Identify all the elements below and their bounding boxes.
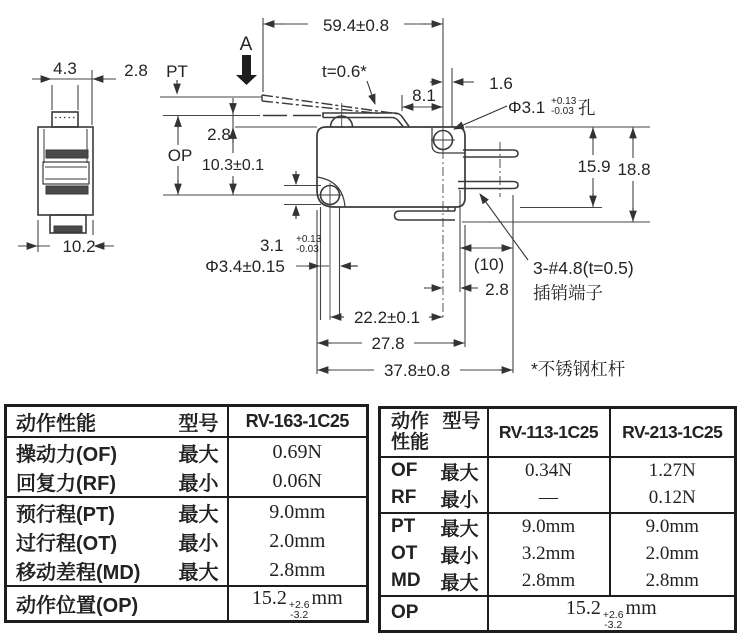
mounting-hole-top-right	[431, 128, 455, 152]
spec-table-left	[4, 404, 369, 623]
r-op-unit: mm	[625, 596, 657, 619]
op-tol-minus: -3.2	[290, 609, 309, 621]
terminals	[395, 142, 519, 220]
hole-tol-up-label: +0.13	[551, 96, 577, 107]
left-header-model-label: 型号	[162, 406, 228, 438]
terminal-note-line2: 插销端子	[533, 283, 603, 303]
r-row-ot-name: OT	[391, 543, 418, 564]
hole-word-label: 孔	[578, 98, 596, 118]
row-of-name: 操动力(OF)	[16, 444, 118, 466]
row-ot-name: 过行程(OT)	[16, 533, 118, 555]
right-header-model2: RV-213-1C25	[610, 408, 736, 457]
r-row-of-v2: 1.27N	[610, 457, 736, 485]
hole-dia-label: Φ3.1	[508, 98, 546, 117]
row-op-value	[228, 586, 368, 622]
right-header-corner	[381, 409, 487, 455]
row-ot-value: 2.0mm	[228, 527, 368, 556]
row-pt-cond: 最大	[178, 504, 219, 526]
dim-22-2-label: 22.2±0.1	[353, 308, 421, 327]
dim-27-8-label: 27.8	[371, 334, 405, 353]
side-width-label: 4.3	[53, 59, 77, 78]
r-row-pt-v1: 9.0mm	[488, 513, 610, 541]
r-op-tol-minus: -3.2	[604, 618, 623, 631]
right-header-model-label: 型号	[442, 411, 481, 433]
dim-2-8-top-label: 2.8	[207, 125, 231, 144]
dim-59-4-label: 59.4±0.8	[322, 16, 390, 35]
left-header-perf: 动作性能	[6, 406, 162, 438]
row-md-cond: 最大	[162, 556, 228, 586]
r-row-of-cond: 最大	[440, 462, 479, 484]
row-pt-value: 9.0mm	[228, 497, 368, 527]
op-label: OP	[167, 146, 193, 165]
spec-table-right	[378, 406, 737, 633]
r-row-md-v2: 2.8mm	[610, 568, 736, 596]
dim-37-8-label: 37.8±0.8	[383, 361, 451, 380]
dim-2-8-bot-label: 2.8	[485, 280, 509, 299]
right-header-model1: RV-113-1C25	[488, 408, 610, 457]
r-op-value-main: 15.2	[565, 596, 601, 619]
r-op-tol-plus: +2.6	[602, 608, 624, 621]
r-row-md-name: MD	[380, 568, 428, 596]
row-rf-value: 0.06N	[228, 467, 368, 497]
dim-10-3-label: 10.3±0.1	[201, 157, 265, 174]
row-rf-name: 回复力(RF)	[6, 467, 162, 497]
side-depth-label: 10.2	[62, 237, 96, 256]
r-row-op-value	[488, 596, 736, 632]
op-unit: mm	[311, 587, 343, 609]
terminal-note-line1: 3-#4.8(t=0.5)	[533, 258, 634, 278]
r-row-of-v1: 0.34N	[488, 457, 610, 485]
dim-10-paren-label: (10)	[473, 255, 505, 274]
r-row-of-name: OF	[391, 460, 418, 481]
row-pt-name: 预行程(PT)	[16, 504, 115, 526]
row-of-cond: 最大	[178, 444, 219, 466]
r-row-pt-cond: 最大	[440, 518, 479, 540]
dim-3-1-tol-dn: -0.03	[296, 244, 319, 255]
r-row-rf-cond: 最小	[428, 485, 488, 513]
r-row-ot-v1: 3.2mm	[488, 541, 610, 568]
r-row-pt-name: PT	[391, 516, 416, 537]
side-offset-label: 2.8	[124, 61, 148, 80]
r-row-ot-v2: 2.0mm	[610, 541, 736, 568]
dim-3-1-tol-up: +0.13	[296, 234, 322, 245]
row-ot-cond: 最小	[178, 533, 219, 555]
side-view	[38, 112, 93, 233]
row-rf-cond: 最小	[162, 467, 228, 497]
r-row-rf-v1: —	[488, 485, 610, 513]
r-row-pt-v2: 9.0mm	[610, 513, 736, 541]
section-a-label: A	[239, 34, 253, 55]
dim-3-1-label: 3.1	[260, 236, 284, 255]
r-row-ot-cond: 最小	[440, 545, 479, 567]
dim-8-1-label: 8.1	[412, 86, 436, 105]
lever-note-label: *不锈钢杠杆	[531, 359, 626, 379]
r-row-md-v1: 2.8mm	[488, 568, 610, 596]
dim-1-6-label: 1.6	[489, 74, 513, 93]
row-of-value: 0.69N	[228, 437, 368, 467]
lever-operated	[263, 113, 409, 127]
lever-thickness-label: t=0.6*	[322, 62, 367, 81]
right-header-perf2: 性能	[391, 432, 430, 454]
row-op-name: 动作位置(OP)	[16, 595, 139, 617]
dim-3-4-label: Φ3.4±0.15	[205, 257, 285, 276]
row-md-value: 2.8mm	[228, 556, 368, 586]
pt-label: PT	[166, 62, 188, 81]
hole-tol-dn-label: -0.03	[551, 106, 574, 117]
op-tol-plus: +2.6	[288, 599, 310, 611]
dim-15-9-label: 15.9	[577, 157, 611, 176]
r-row-op-name: OP	[391, 602, 419, 623]
lever-free-position	[262, 95, 399, 114]
r-row-rf-v2: 0.12N	[610, 485, 736, 513]
op-value-main: 15.2	[251, 587, 287, 609]
left-header-model: RV-163-1C25	[228, 406, 368, 438]
right-header-perf1: 动作	[391, 411, 430, 433]
row-md-name: 移动差程(MD)	[6, 556, 162, 586]
r-row-md-cond: 最大	[428, 568, 488, 596]
r-row-rf-name: RF	[380, 485, 428, 513]
section-a-arrow	[236, 55, 257, 85]
dim-18-8-label: 18.8	[617, 160, 651, 179]
